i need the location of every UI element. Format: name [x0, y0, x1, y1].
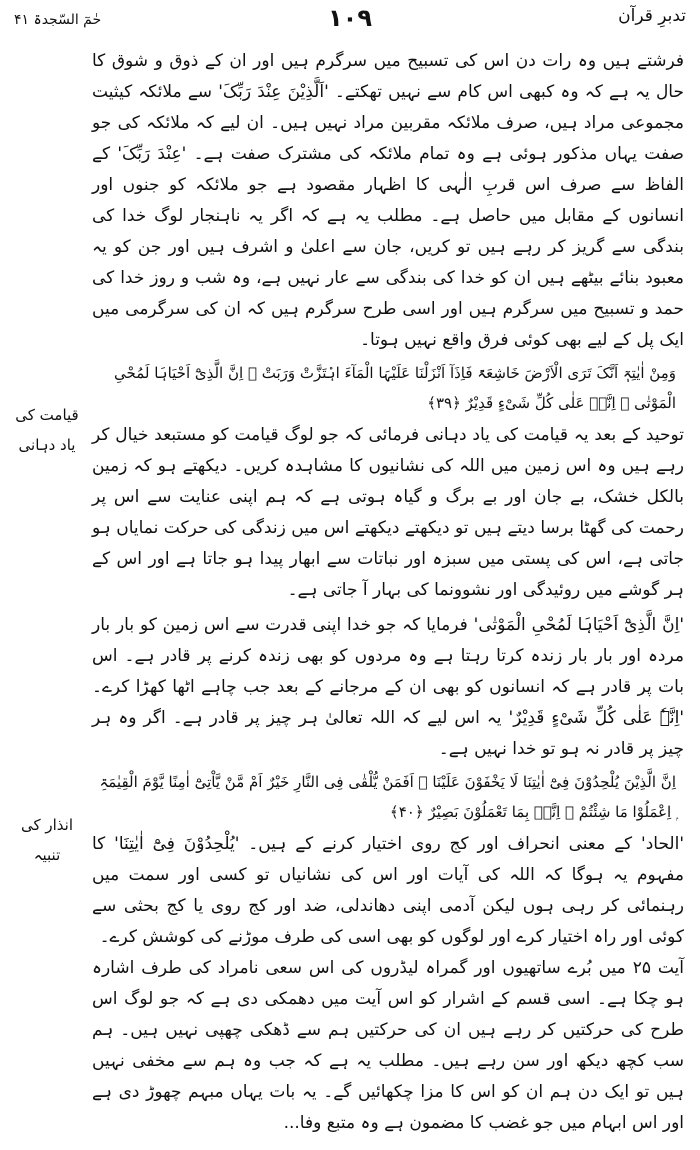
margin-note-qiyamat — [8, 400, 86, 460]
paragraph-angels: فرشتے ہیں وہ رات دن اس کی تسبیح میں سرگرم ہیں اور ان کے ذوق و شوق کا حال یہ ہے کہ وہ کبھی اس کام سے نہیں تھکتے۔ 'اَلَّذِیْنَ عِنْدَ رَبِّکَ' سے ملائکہ کیثیت مجموعی مراد ہیں، صرف ملائکہ مقربین مراد نہیں ہیں۔ ان لیے کہ ملائکہ کی جو صفت یہاں مذکور ہوئی ہے وہ تمام ملائکہ کی مشترک صفت ہے۔ 'عِنْدَ رَبِّکَ' کے الفاظ سے صرف اس قربِ الٰہی کا اظہار مقصود ہے جو ملائکہ کو جنوں اور انسانوں کے مقابل میں حاصل ہے۔ مطلب یہ ہے کہ اگر یہ ناہنجار لوگ خدا کی بندگی سے گریز کر رہے ہیں تو کریں، جان سے اعلیٰ و اشرف ہیں اور جن کو یہ معبود بنائے بیٹھے ہیں ان کو خدا کی بندگی سے عار نہیں ہے، وہ شب و روز خدا کی حمد و تسبیح میں سرگرم ہیں اور اسی طرح سرگرم ہیں کہ ان کی سرگرمی میں ایک پل کے لیے بھی کوئی فرق واقع نہیں ہوتا۔ — [92, 51, 684, 350]
paragraph-resurrection: توحید کے بعد یہ قیامت کی یاد دہانی فرمائی کہ جو لوگ قیامت کو مستبعد خیال کر رہے ہیں وہ اس زمین میں اللہ کی نشانیوں کا مشاہدہ کریں۔ دیکھتے ہو کہ زمین بالکل خشک، بے جان اور بے برگ و گیاہ ہوتی ہے کہ ہم اپنی عنایت سے اس پر رحمت کی گھٹا برسا دیتے ہیں تو دیکھتے دیکھتے اس میں زندگی کی حرکت نمایاں ہو جاتی ہے، اس کی پستی میں سبزہ اور نباتات سے ابھار پیدا ہو جاتا ہے اور اس کے ہر گوشے میں روئیدگی اور نشوونما کی بہار آ جاتی ہے۔ — [92, 425, 684, 600]
page-header — [0, 4, 700, 44]
paragraph-reviver: 'اِنَّ الَّذِیْٓ اَحْیَاہَا لَمُحْیِ الْمَوْتٰی' فرمایا کہ جو خدا اپنی قدرت سے اس زمین کو بار بار مردہ اور بار بار زندہ کرتا رہتا ہے وہ مردوں کو بھی زندہ کرنے پر قادر ہے۔ اس بات پر قادر ہے کہ انسانوں کو بھی ان کے مرجانے کے بعد جب چاہے اٹھا کھڑا کرے۔ 'اِنَّہٗ عَلٰی کُلِّ شَیْءٍ قَدِیْرٌ' یہ اس لیے کہ اللہ تعالیٰ ہر چیز پر قادر ہے۔ اگر وہ ہر چیز پر قادر نہ ہو تو خدا نہیں ہے۔ — [92, 615, 684, 759]
page-number: ۱۰۹ — [328, 4, 372, 32]
book-title: تدبرِ قرآن — [618, 6, 686, 26]
margin-note-line: انذار کی — [20, 816, 74, 834]
margin-note-line: قیامت کی — [15, 406, 79, 424]
paragraph-warning: آیت ۲۵ میں بُرے ساتھیوں اور گمراہ لیڈروں کی اس سعی نامراد کی طرف اشارہ ہو چکا ہے۔ اسی قسم کے اشرار کو اس آیت میں دھمکی دی ہے کہ جو لوگ اس طرح کی حرکتیں کر رہے ہیں ان کی حرکتیں ہم سے ڈھکی چھپی نہیں ہیں۔ ہم سب کچھ دیکھ اور سن رہے ہیں۔ مطلب یہ ہے کہ جب وہ ہم سے مخفی نہیں ہیں تو ایک دن ہم ان کو اس کا مزا چکھائیں گے۔ یہ بات یہاں مبہم چھوڑ دی ہے اور اس ابہام میں جو غضب کا مضمون ہے وہ متبع وفا... — [92, 958, 684, 1133]
quran-verse-40: اِنَّ الَّذِیْنَ یُلْحِدُوْنَ فِیْٓ اٰیٰتِنَا لَا یَخْفَوْنَ عَلَیْنَا ۭ اَفَمَنْ یُّلْقٰی فِی النَّارِ خَیْرٌ اَمْ مَّنْ یَّاْتِیْٓ اٰمِنًا یَّوْمَ الْقِیٰمَۃِ ۭ اِعْمَلُوْا مَا شِئْتُمْ ۙ اِنَّہٗ بِمَا تَعْمَلُوْنَ بَصِیْرٌ ﴿۴۰﴾ — [99, 773, 676, 821]
margin-note-line: یاد دہانی — [18, 436, 76, 454]
surah-name: حٰمٓ السّجدۃ ۴۱ — [14, 12, 102, 28]
margin-note-inzar — [8, 810, 86, 870]
commentary-body — [92, 46, 684, 1139]
margin-note-line: تنبیہ — [33, 846, 61, 864]
quran-verse-39: وَمِنْ اٰیٰتِہٖٓ اَنَّکَ تَرَی الْاَرْضَ خَاشِعَۃً فَاِذَآ اَنْزَلْنَا عَلَیْہَا الْمَآءَ اہْتَزَّتْ وَرَبَتْ ۭ اِنَّ الَّذِیْٓ اَحْیَاہَا لَمُحْیِ الْمَوْتٰی ۭ اِنَّہٗ عَلٰی کُلِّ شَیْءٍ قَدِیْرٌ ﴿۳۹﴾ — [114, 364, 676, 412]
paragraph-ilhad: 'الحاد' کے معنی انحراف اور کج روی اختیار کرنے کے ہیں۔ 'یُلْحِدُوْنَ فِیْٓ اٰیٰتِنَا' کا مفہوم یہ ہوگا کہ اللہ کی آیات اور اس کی نشانیاں تو کسی اور سمت میں رہنمائی کر رہی ہوں لیکن آدمی اپنی دھاندلی، ضد اور کج روی یا کج بحثی سے کوئی اور راہ اختیار کرے اور لوگوں کو بھی اسی کی طرف موڑنے کی کوشش کرے۔ — [92, 834, 684, 947]
